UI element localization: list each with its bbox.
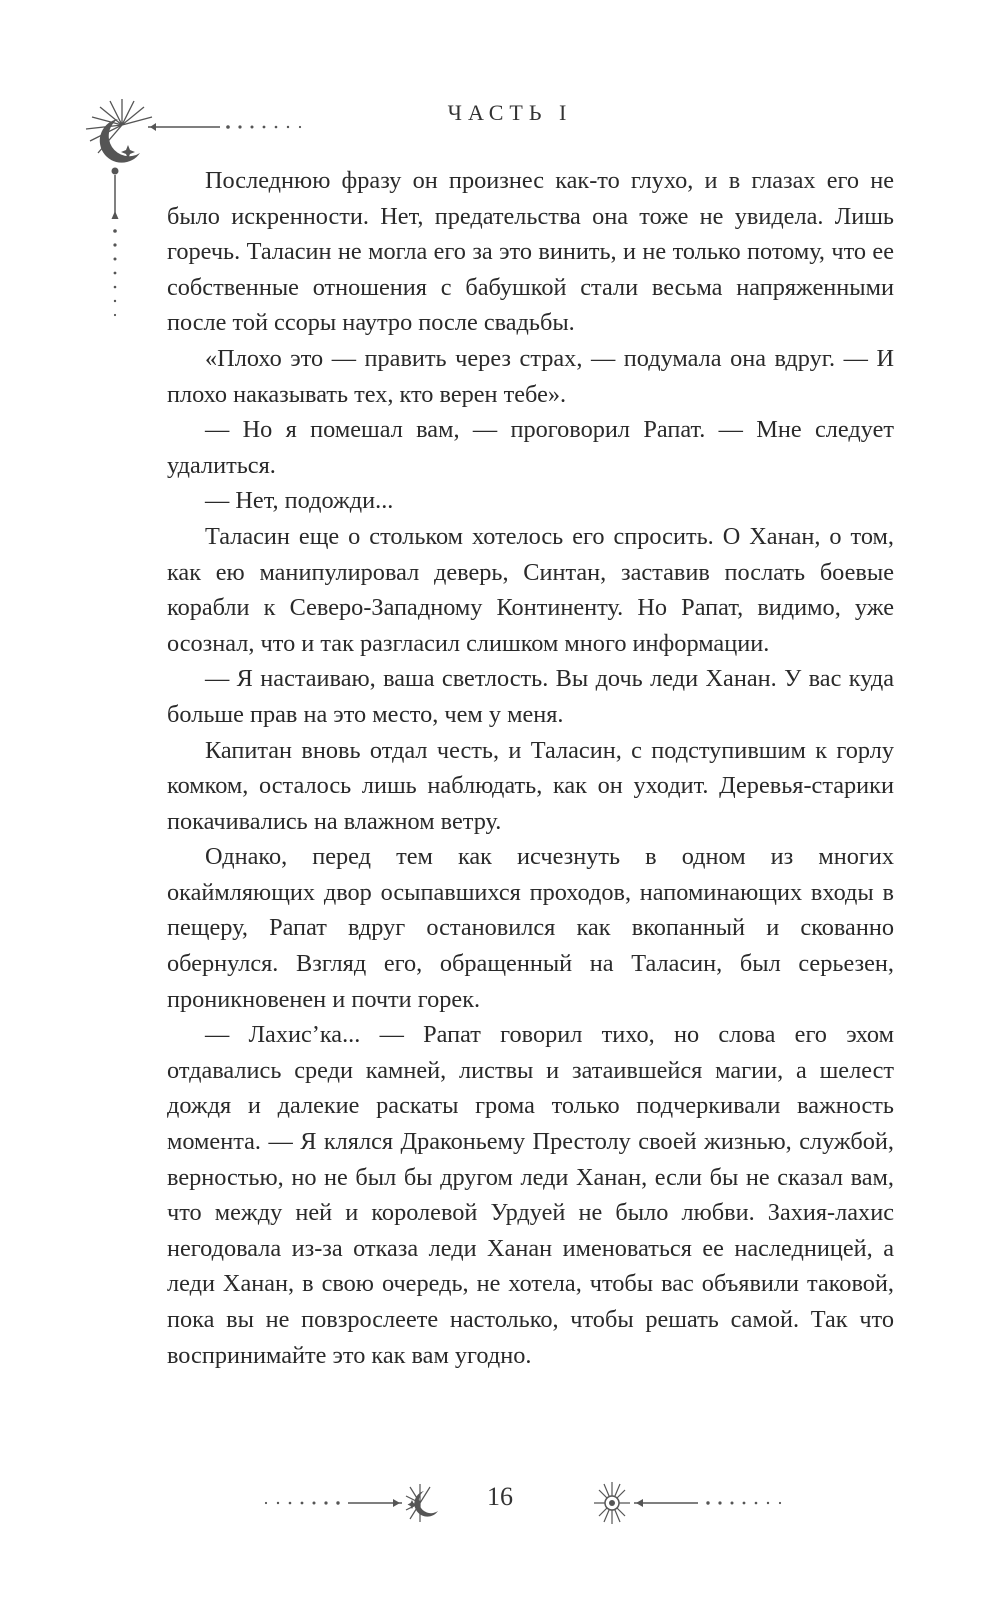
paragraph: Таласин еще о стольком хотелось его спросить. О Ханан, о том, как ею манипулировал деверь, Синтан, заставив послать боевые корабли к Северо-Западному Континенту. Но Рапат, видимо, уже осознал, что и так разгласил слишком много информации.	[167, 522, 894, 657]
running-title: ЧАСТЬ I	[447, 100, 573, 125]
paragraph: «Плохо это — править через страх, — подумала она вдруг. — И плохо наказывать тех, кто верен тебе».	[167, 344, 894, 408]
paragraph: Однако, перед тем как исчезнуть в одном из многих окаймляющих двор осыпавшихся проходов, напоминающих входы в пещеру, Рапат вдруг остановился как вкопанный и скованно обернулся. Взгляд его, обращенный на Таласин, был серьезен, проникновенен и почти горек.	[167, 843, 894, 1013]
crescent-moon-ornament-icon	[262, 1478, 452, 1528]
page-number: 16	[487, 1482, 513, 1511]
page-footer	[0, 1478, 1000, 1538]
paragraph: Последнюю фразу он произнес как-то глухо, и в глазах его не было искренности. Нет, предательства она тоже не увидела. Лишь горечь. Таласин не могла его за это винить, и не только потому, что ее собственные отношения с бабушкой стали весьма напряженными после той ссоры наутро после свадьбы.	[167, 167, 894, 337]
paragraph: — Нет, подожди...	[205, 487, 394, 515]
paragraph: — Я настаиваю, ваша светлость. Вы дочь леди Ханан. У вас куда больше прав на это место, чем у меня.	[167, 665, 894, 728]
paragraph: — Лахис’ка... — Рапат говорил тихо, но слова его эхом отдавались среди камней, листвы и затаившейся магии, а шелест дождя и далекие раскаты грома только подчеркивали важность момента. — Я клялся Драконьему Престолу своей жизнью, службой, верностью, но не был бы другом леди Ханан, если бы не сказал вам, что между ней и королевой Урдуей не было любви. Захия-лахис негодовала из-за отказа леди Ханан именоваться ее наследницей, а леди Ханан, в свою очередь, не хотела, чтобы вас объявили таковой, пока вы не повзрослеете настолько, чтобы решать самой. Так что воспринимайте это как вам угодно.	[167, 1021, 894, 1369]
sun-ornament-icon	[590, 1478, 790, 1528]
body-text	[167, 163, 894, 1373]
paragraph: Капитан вновь отдал честь, и Таласин, с подступившим к горлу комком, осталось лишь наблюдать, как он уходит. Деревья-старики покачивались на влажном ветру.	[167, 736, 894, 835]
paragraph: — Но я помешал вам, — проговорил Рапат. — Мне следует удалиться.	[167, 416, 894, 479]
